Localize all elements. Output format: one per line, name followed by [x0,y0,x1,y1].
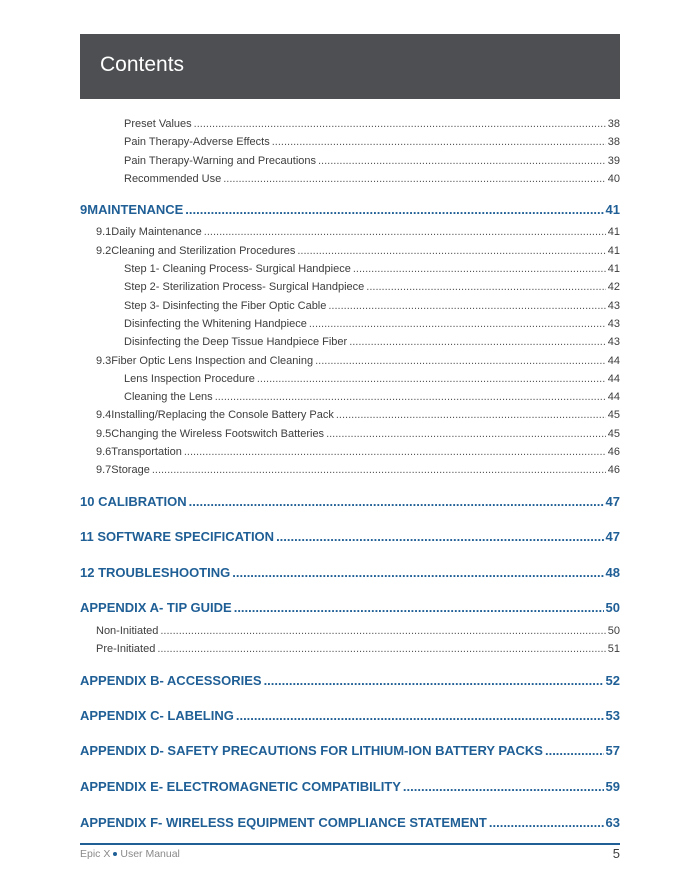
toc-entry-preset-values[interactable]: Preset Values ..... 38 [124,118,620,132]
toc-appendix-d[interactable]: APPENDIX D- SAFETY PRECAUTIONS FOR LITHIUM-ION BATTERY PACKS ..... 57 [80,743,620,760]
toc-entry-cleaning-lens[interactable]: Cleaning the Lens ..... 44 [124,391,620,405]
footer-manual: User Manual [120,848,180,860]
toc-appendix-e[interactable]: APPENDIX E- ELECTROMAGNETIC COMPATIBILITY ..... 59 [80,779,620,796]
toc-entry-lens-inspection-cleaning[interactable]: 9.3 Fiber Optic Lens Inspection and Cleaning ..... 44 [96,355,620,369]
toc-entry-non-initiated[interactable]: Non-Initiated ..... 50 [96,625,620,639]
page-title: Contents [100,53,185,76]
toc-entry-storage[interactable]: 9.7 Storage ..... 46 [96,464,620,478]
toc-entry-whitening-handpiece[interactable]: Disinfecting the Whitening Handpiece ..... 43 [124,318,620,332]
toc-entry-lens-inspection-procedure[interactable]: Lens Inspection Procedure ..... 44 [124,373,620,387]
toc-entry-step-1[interactable]: Step 1- Cleaning Process- Surgical Handpiece ..... 41 [124,263,620,277]
toc-appendix-c[interactable]: APPENDIX C- LABELING ..... 53 [80,708,620,725]
toc-entry-step-3[interactable]: Step 3- Disinfecting the Fiber Optic Cable ..... 43 [124,300,620,314]
toc-entry-deep-tissue-fiber[interactable]: Disinfecting the Deep Tissue Handpiece Fiber ..... 43 [124,336,620,350]
footer-page-number: 5 [612,846,620,861]
footer-divider [80,843,620,845]
toc-chapter-calibration[interactable]: 10 CALIBRATION ..... 47 [80,494,620,511]
toc-entry-daily-maintenance[interactable]: 9.1 Daily Maintenance ..... 41 [96,226,620,240]
toc-appendix-f[interactable]: APPENDIX F- WIRELESS EQUIPMENT COMPLIANCE STATEMENT ..... 63 [80,815,620,832]
footer-document-name [80,848,180,860]
toc-entry-adverse-effects[interactable]: Pain Therapy-Adverse Effects ..... 38 [124,136,620,150]
toc-entry-cleaning-sterilization[interactable]: 9.2 Cleaning and Sterilization Procedures ..... 41 [96,245,620,259]
toc-appendix-a[interactable]: APPENDIX A- TIP GUIDE ..... 50 [80,600,620,617]
toc-entry-console-battery[interactable]: 9.4 Installing/Replacing the Console Battery Pack ..... 45 [96,409,620,423]
toc-entry-footswitch-batteries[interactable]: 9.5 Changing the Wireless Footswitch Batteries ..... 45 [96,428,620,442]
toc-chapter-troubleshooting[interactable]: 12 TROUBLESHOOTING ..... 48 [80,565,620,582]
footer-product: Epic X [80,848,111,860]
bullet-dot-icon [113,852,117,856]
toc-entry-step-2[interactable]: Step 2- Sterilization Process- Surgical Handpiece ..... 42 [124,281,620,295]
toc-chapter-software-specification[interactable]: 11 SOFTWARE SPECIFICATION ..... 47 [80,529,620,546]
toc-appendix-b[interactable]: APPENDIX B- ACCESSORIES ..... 52 [80,673,620,690]
toc-chapter-maintenance[interactable]: 9 MAINTENANCE ..... 41 [80,202,620,219]
toc-entry-recommended-use[interactable]: Recommended Use ..... 40 [124,173,620,187]
toc-entry-transportation[interactable]: 9.6 Transportation ..... 46 [96,446,620,460]
toc-entry-warning-precautions[interactable]: Pain Therapy-Warning and Precautions ..... 39 [124,155,620,169]
toc-entry-pre-initiated[interactable]: Pre-Initiated ..... 51 [96,643,620,657]
